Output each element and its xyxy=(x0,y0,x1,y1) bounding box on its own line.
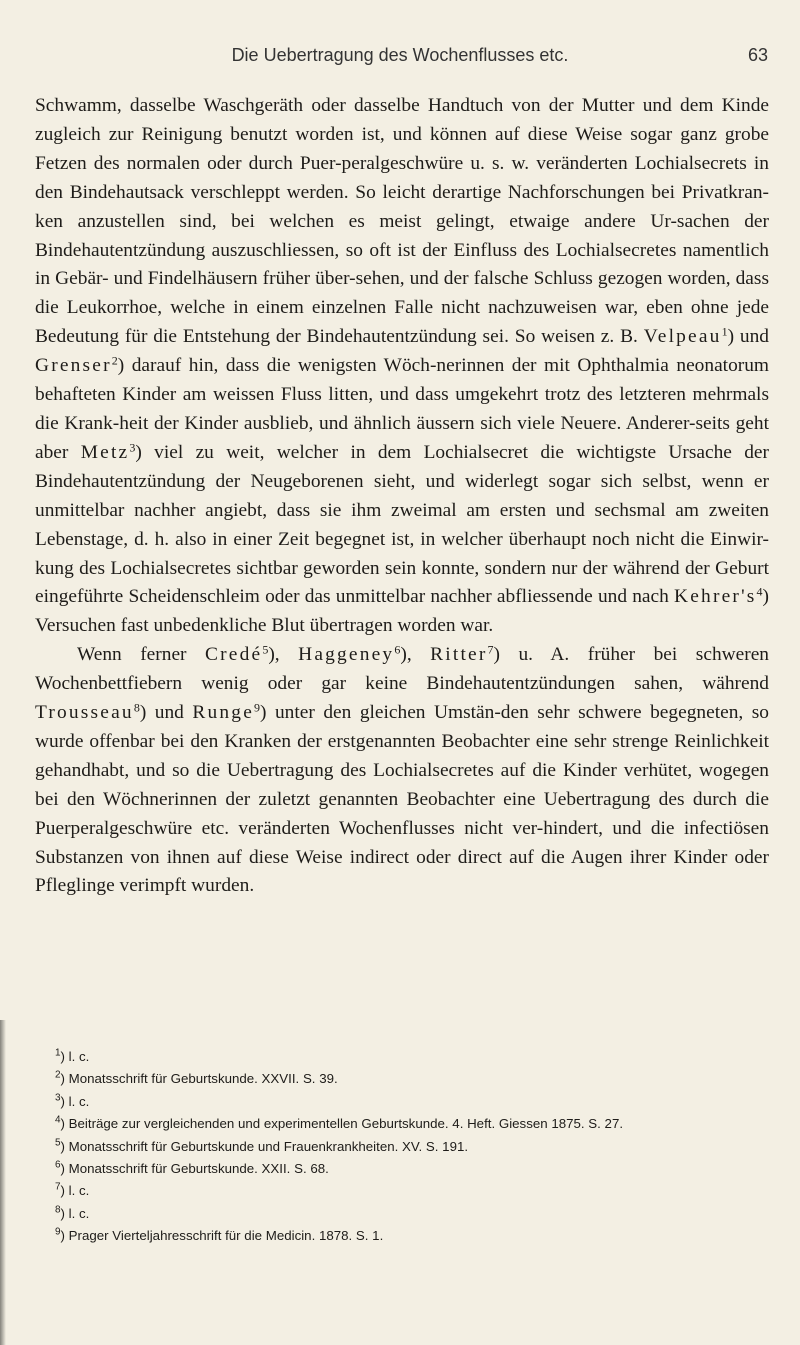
footnote-4 xyxy=(35,1113,769,1135)
page-header xyxy=(0,0,800,70)
footnote-number: 5 xyxy=(55,1137,61,1149)
footnote-text: ) l. c. xyxy=(60,1205,90,1221)
footnote-text: ) Monatsschrift für Geburtskunde. XXII. S. 68. xyxy=(60,1161,329,1177)
body-text xyxy=(35,92,769,901)
footnote-8 xyxy=(35,1203,769,1225)
text-run: ), xyxy=(400,644,431,666)
text-run: ) und xyxy=(139,702,193,724)
author-name: Kehrer's xyxy=(674,586,757,608)
footnote-ref: 4 xyxy=(756,584,763,599)
footnote-1 xyxy=(35,1046,769,1068)
footnote-ref: 6 xyxy=(394,642,401,657)
text-run: ) darauf hin, dass die wenigsten Wöch-nerinnen der mit Ophthalmia neonatorum behafteten Kinder am weissen Fluss litten, und dass umgekehrt trotz des letzteren mehrmals die Krank-heit der Kinder ausblieb, und ähnlich äussern sich viele Neuere. Anderer-seits geht aber xyxy=(35,355,769,463)
page-edge-shadow xyxy=(0,1020,6,1345)
footnote-2 xyxy=(35,1068,769,1090)
footnote-ref: 9 xyxy=(254,700,261,715)
footnote-9 xyxy=(35,1225,769,1247)
footnote-text: ) Prager Vierteljahresschrift für die Medicin. 1878. S. 1. xyxy=(60,1228,384,1244)
paragraph xyxy=(35,92,769,641)
footnote-number: 9 xyxy=(55,1226,61,1238)
page-number: 63 xyxy=(747,45,768,65)
footnote-3 xyxy=(35,1091,769,1113)
footnote-number: 8 xyxy=(55,1204,61,1216)
author-name: Runge xyxy=(192,702,255,724)
footnote-text: ) l. c. xyxy=(60,1093,90,1109)
footnote-number: 3 xyxy=(55,1092,61,1104)
footnote-ref: 8 xyxy=(133,700,140,715)
footnotes xyxy=(35,1046,769,1248)
footnote-ref: 2 xyxy=(111,353,118,368)
text-run: ), xyxy=(268,644,299,666)
footnote-5 xyxy=(35,1136,769,1158)
footnote-number: 7 xyxy=(55,1181,61,1193)
footnote-ref: 7 xyxy=(487,642,494,657)
author-name: Trousseau xyxy=(35,702,134,724)
author-name: Grenser xyxy=(35,355,112,377)
footnote-6 xyxy=(35,1158,769,1180)
text-run: ) viel zu weit, welcher in dem Lochialsecret die wichtigste Ursache der Bindehautentzündung der Neugeborenen sieht, und widerlegt sogar sich selbst, wenn er unmittelbar nachher angiebt, dass sie ihm zweimal am ersten und sechsmal am zweiten Lebenstage, d. h. also in einer Zeit begegnet ist, in welcher überhaupt noch nicht die Einwir-kung des Lochialsecretes sichtbar geworden sein konnte, sondern nur der während der Geburt eingeführte Scheidenschleim oder das unmittelbar nachher abfliessende und nach xyxy=(35,441,770,608)
footnote-number: 6 xyxy=(55,1159,61,1171)
text-run: ) und xyxy=(727,326,769,348)
text-run: ) unter den gleichen Umstän-den sehr schwere begegneten, so wurde offenbar bei den Kranken der erstgenannten Beobachter eine sehr strenge Reinlichkeit gehandhabt, und so die Uebertragung des Lochialsecretes auf die Kinder verhütet, wogegen bei den Wöchnerinnen der zuletzt genannten Beobachter eine Uebertragung des durch die Puerperalgeschwüre etc. veränderten Wochenflusses nicht ver-hindert, und die infectiösen Substanzen von ihnen auf diese Weise indirect oder direct auf die Augen ihrer Kinder oder Pfleglinge verimpft wurden. xyxy=(35,702,769,897)
footnote-text: ) Beiträge zur vergleichenden und experimentellen Geburtskunde. 4. Heft. Giessen 1875. S. 27. xyxy=(60,1116,624,1132)
text-run: Wenn ferner xyxy=(77,644,205,666)
text-run: ) Versuchen fast unbedenkliche Blut übertragen worden war. xyxy=(35,586,769,637)
footnote-text: ) l. c. xyxy=(60,1049,90,1064)
paragraph xyxy=(35,641,769,901)
footnote-text: ) Monatsschrift für Geburtskunde. XXVII. S. 39. xyxy=(60,1071,338,1087)
footnote-text: ) Monatsschrift für Geburtskunde und Frauenkrankheiten. XV. S. 191. xyxy=(60,1138,469,1154)
author-name: Velpeau xyxy=(643,326,722,348)
author-name: Ritter xyxy=(430,644,488,666)
footnote-number: 4 xyxy=(55,1114,61,1126)
text-run: Schwamm, dasselbe Waschgeräth oder dasselbe Handtuch von der Mutter und dem Kinde zugleich zur Reinigung benutzt worden ist, und können auf diese Weise sogar ganz grobe Fetzen des normalen oder durch Puer-peralgeschwüre u. s. w. veränderten Lochialsecrets in den Bindehautsack verschleppt werden. So leicht derartige Nachforschungen bei Privatkran-ken anzustellen sind, bei welchen es meist gelingt, etwaige andere Ur-sachen der Bindehautentzündung auszuschliessen, so oft ist der Einfluss des Lochialsecretes namentlich in Gebär- und Findelhäusern früher über-sehen, und der falsche Schluss gezogen worden, dass die Leukorrhoe, welche in einem einzelnen Falle nicht nachzuweisen war, eben ohne jede Bedeutung für die Entstehung der Bindehautentzündung sei. So weisen z. B. xyxy=(35,95,769,348)
running-title: Die Uebertragung des Wochenflusses etc. xyxy=(231,45,569,65)
author-name: Metz xyxy=(80,441,130,463)
footnote-ref: 1 xyxy=(721,324,728,339)
footnote-ref: 5 xyxy=(262,642,269,657)
author-name: Credé xyxy=(205,644,263,666)
footnote-number: 1 xyxy=(55,1047,61,1059)
author-name: Haggeney xyxy=(298,644,395,666)
text-run: ) u. A. früher bei schweren Wochenbettfiebern wenig oder gar keine Bindehautentzündungen sahen, während xyxy=(35,644,770,695)
footnote-text: ) l. c. xyxy=(60,1183,90,1199)
footnote-7 xyxy=(35,1180,769,1202)
footnote-ref: 3 xyxy=(129,440,136,455)
footnote-number: 2 xyxy=(55,1069,61,1081)
